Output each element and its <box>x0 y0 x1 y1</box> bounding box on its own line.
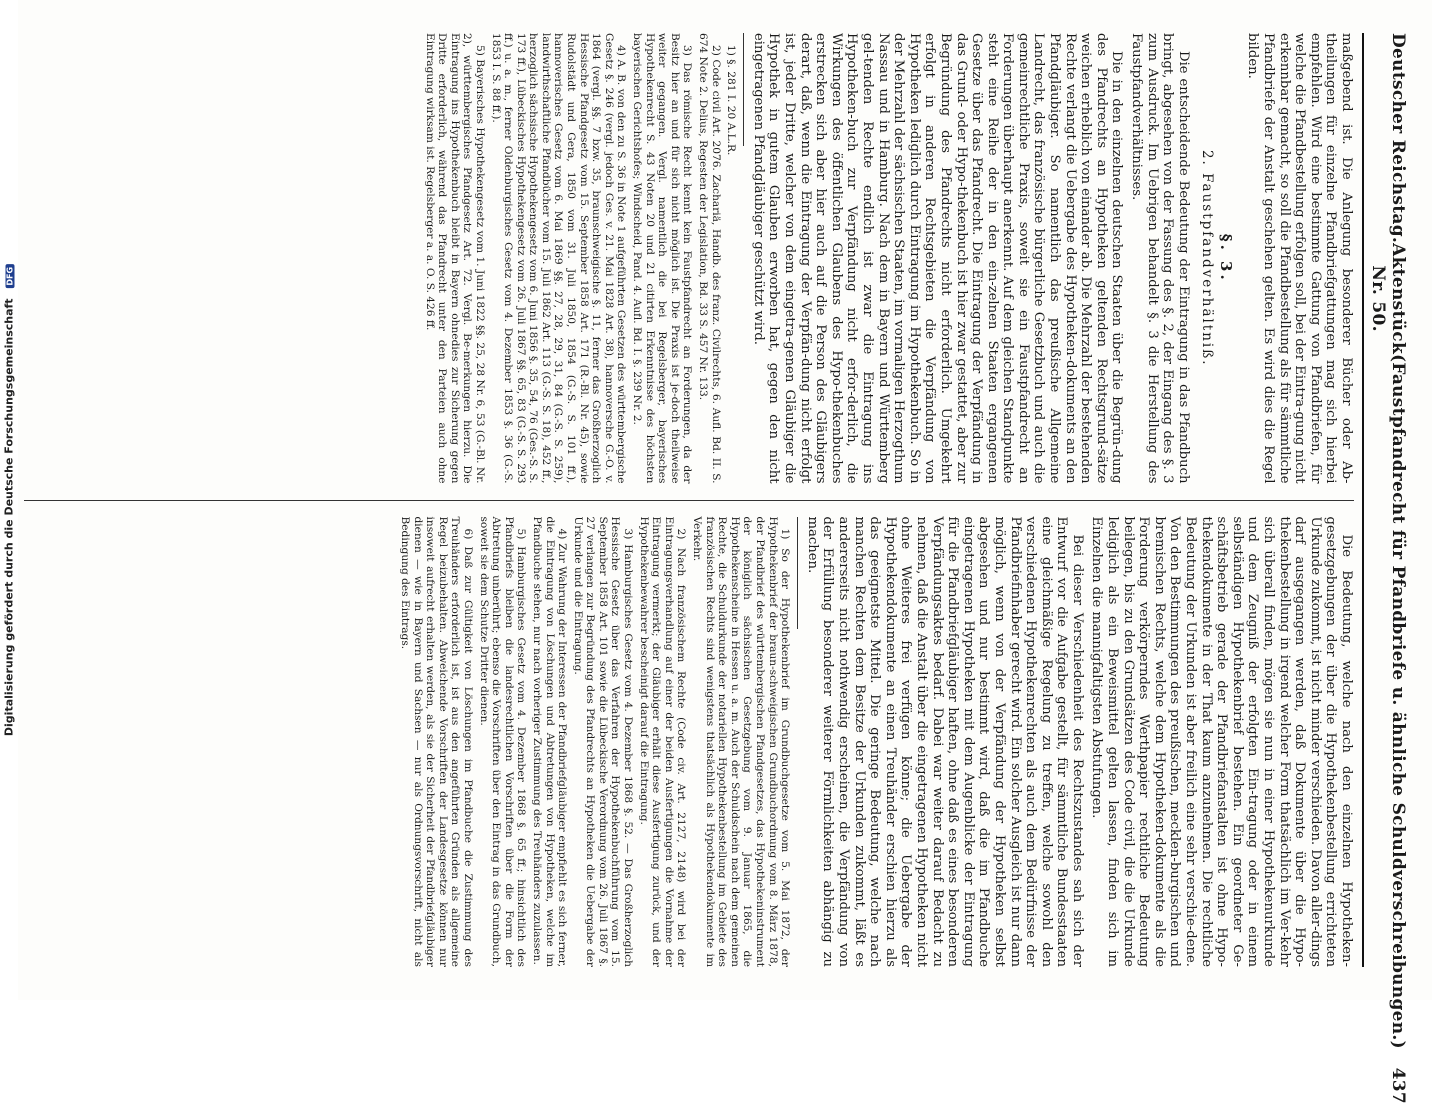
paragraph: Die entscheidende Bedeutung der Eintragung in das Pfandbuch bringt, abgesehen von der Fassung des §. 2, der Eingang des §. 3 zum Ausdruck. Im Uebrigen behandelt §. 3 die Herstellung des Faustpfandverhältnisses. <box>1129 33 1191 484</box>
paragraph: Die in den einzelnen deutschen Staaten über die Begrün-dung des Pfandrechts an Hypotheken geltenden Rechtsgrund-sätze weichen erheblich von einander ab. Die Mehrzahl der bestehenden Rechte verlangt die Uebergabe des Hypotheken-dokuments an den Pfandgläubiger. So namentlich das preußische Allgemeine Landrecht, das französische bürgerliche Gesetzbuch und auch die gemeinrechtliche Praxis, soweit sie ein Faustpfandrecht an Forderungen überhaupt anerkennt. Auf dem gleichen Standpunkte steht eine Reihe der in den ein-zelnen Staaten ergangenen Gesetze über das Pfandrecht. Die Eintragung der Verpfändung in das Grund- oder Hypo-thekenbuch ist hier zwar gestattet, aber zur Begründung des Pfandrechts nicht erforderlich. Umgekehrt erfolgt in anderen Rechtsgebieten die Verpfändung von Hypotheken lediglich durch Eintragung im Hypothekenbuch. So in der Mehrzahl der sächsischen Staaten, im vormaligen Herzogthum Nassau und in Hamburg. Nach dem in Bayern und Württemberg gel-tenden Rechte endlich ist zwar die Eintragung ins Hypotheken-buch zur Verpfändung nicht erfor-derlich, die Wirkungen des öffentlichen Glaubens des Hypo-thekenbuches erstrecken sich aber hier auch auf die Person des Gläubigers derart, daß, wenn die Eintragung der Verpfän-dung nicht erfolgt ist, jeder Dritte, welcher von dem eingetra-genen Gläubiger die Hypothek in gutem Glauben erworben hat, gegen den nicht eingetragenen Pfandgläubiger geschützt wird. <box>750 33 1125 484</box>
footnote: 3) Hamburgisches Gesetz vom 4. Dezember 1868 §. 52. — Das Großherzoglich Hessische Gesetz über das Verfahren der Hypothekenbuchführung vom 15. September 1858 Art. 101 sowie die Lübeckische Verordnung vom 26. Juli 1867 §. 27 verlangen zur Begründung des Pfandrechts an Hypotheken die Uebergabe der Urkunde und die Eintragung. <box>571 516 635 967</box>
rotated-document-page <box>30 5 1430 1104</box>
scan-frame <box>18 0 1432 1104</box>
paragraph: maßgebend ist. Die Anlegung besonderer Bücher oder Ab-theilungen für einzelne Pfandbriefgattungen mag sich hierbei empfehlen. Wird eine bestimmte Gattung von Pfandbriefen, für welche die Pfandbestellung erfolgen soll, bei der Eintra-gung nicht erkennbar gemacht, so soll die Pfandbestellung als für sämmtliche Pfandbriefe der Anstalt geschehen gelten. Es wird dies die Regel bilden. <box>1245 33 1354 484</box>
digitization-credit <box>0 0 18 1000</box>
footnote: 6) Daß zur Gültigkeit von Löschungen im Pfandbuche die Zustimmung des Treuhänders erforderlich ist, ist aus den angeführten Gründen als allgemeine Regel beizubehalten. Abweichende Vorschriften der Landesgesetze können nur insoweit aufrecht erhalten werden, als sie der Sicherheit der Pfandbriefgläubiger dienen — wie in Bayern und Sachsen — nur als Ordnungsvorschrift, nicht als Bedingung des Eintrags. <box>399 516 474 967</box>
page-number: 437 <box>1388 1067 1408 1104</box>
footnote-divider <box>743 33 744 146</box>
left-column <box>24 33 1354 484</box>
footnotes <box>423 33 737 484</box>
header-right <box>1388 354 1408 1104</box>
footnote: 4) Zur Wahrung der Interessen der Pfandbriefgläubiger empfiehlt es sich ferner, die Eintragung von Löschungen und Abtretungen von Hypotheken, welche im Pfandbuche stehen, nur nach vorheriger Zustimmung des Treuhänders zuzulassen. <box>530 516 569 967</box>
footnote: 2) Code civil Art. 2076. Zachariä, Handb. des franz. Civilrechts, 6. Aufl. Bd. II. S. 674 Note 2. Delius, Regesten der Legislation, Bd. 33 S. 457 Nr. 133. <box>697 33 722 484</box>
dfg-logo: DFG <box>6 264 15 289</box>
running-header <box>1362 33 1408 1104</box>
column-divider <box>24 500 1354 501</box>
footnote: 3) Das römische Recht kennt kein Faustpfandrecht an Forderungen, da der Besitz hier an und für sich nicht möglich ist. Die Praxis ist je-doch theilweise weiter gegangen. Vergl. namentlich die bei Regelsberger, bayerisches Hypothekenrecht S. 43 Noten 20 und 21 citirten Erkenntnisse des höchsten bayerischen Gerichtshofes; Windscheid, Pand. 4. Aufl. Bd. I. §. 239 Nr. 2. <box>631 33 694 484</box>
footnote: 1) So der Hypothekenbrief im Grundbuchgesetze vom 5. Mai 1872, der Hypothekenbrief der braun-schweigischen Grundbuchordnung vom 8. März 1878, der Pfandbrief des württembergischen Pfandgesetzes, das Hypothekeninstrument der königlich sächsischen Gesetzgebung vom 9. Januar 1865, die Hypothekenscheine in Hessen u. a. m. Auch der Schuldschein nach dem gemeinen Rechte, die Schuldurkunde der notariellen Hypothekenbestellung im Gebiete des französischen Rechts sind wenigstens thatsächlich als Hypothekendokumente im Verkehr. <box>691 516 792 967</box>
header-center: Aktenstück Nr. 50. <box>1368 243 1408 355</box>
section-number: §. 3. <box>1216 233 1235 283</box>
footnote: 5) Hamburgisches Gesetz vom 4. Dezember 1868 §. 65 ff.; hinsichtlich des Pfandbriefs bleiben die landesrechtlichen Vorschriften über die Form der Abtretung unberührt; ebenso die Vorschriften über den Eintrag in das Grundbuch, soweit sie dem Schutze Dritter dienen. <box>477 516 528 967</box>
two-column-body <box>24 33 1354 967</box>
right-column <box>24 517 1354 968</box>
footnote: 4) A. B. von den zu S. 36 in Note 1 aufgeführten Gesetzen des württembergische Gesetz §. 246 (vergl. jedoch Ges. v. 21. Mai 1828 Art. 38), hannoversche G.-O. v. 1864 (vergl. §§. 7 bzw. 35, braunschweigische §. 11, ferner das Großherzoglich Hessische Pfandgesetz vom 15. September 1858 Art. 171 (R.-Bl. Nr. 45), sowie Rudolstädt und Gera, 1850 vom 31. Juli 1850, 1854 (G.-S. S. 101 ff.), hannoverisches Gesetz vom 6. Mai 1869 §§. 27, 28, 29, 31, 84 (G.-S. S. 259), landwirthschaftliche Pfandbücher vom 15. Juli 1862 Art. 113 (G.-S. S. 18), 452 ff., herzoglich sächsische Hypothekengesetz vom 6. Juni 1856 §. 35, 54, 76 (Ges.-S. S. 173 ff.), Lübeckisches Hypothekengesetz vom 26. Juli 1867 §§. 65, 83 (G.-S. S. 293 ff.) u. a. m., ferner Oldenburgisches Gesetz vom 4. Dezember 1853 §. 36 (G.-S. 1853 I. S. 88 ff.). <box>489 33 628 484</box>
section-title: 2. Faustpfandverhältniß. <box>1198 149 1215 367</box>
footnotes <box>398 517 791 968</box>
credit-text: Digitalisierung gefördert durch die Deutsche Forschungsgemeinschaft <box>2 298 16 737</box>
paragraph: Die Bedeutung, welche nach den einzelnen Hypotheken-gesetzgebungen der über die Hypothekenbestellung errichteten Urkunde zukommt, ist nicht minder verschieden. Davon aller-dings darf ausgegangen werden, daß Dokumente über die Hypo-thekenbestellung in irgend welcher Form thatsächlich im Ver-kehr sich überall finden, mögen sie nun in einer Hypothekenurkunde und dem Zeugniß der erfolgten Ein-tragung oder in einem selbständigen Hypothekenbrief bestehen. Ein geordneter Ge-schäftsbetrieb gerade der Pfandbriefanstalten ist ohne Hypo-thekendokumente in der That kaum anzunehmen. Die rechtliche Bedeutung der Urkunden ist aber freilich eine sehr verschie-dene. Von den Bestimmungen des preußischen, mecklen-burgischen und bremischen Rechts, welche dem Hypotheken-dokumente als die Forderung verkörperndes Werthpapier rechtliche Bedeutung beilegen, bis zu den Grundsätzen des Code civil, die die Urkunde lediglich als ein Beweismittel gelten lassen, finden sich im Einzelnen die mannigfaltigsten Abstufungen. <box>1089 516 1354 967</box>
footnote: 5) Bayerisches Hypothekengesetz vom 1. Juni 1822 §§. 25, 28 Nr. 6, 53 (G.-Bl. Nr. 2), württembergisches Pfandgesetz Art. 72. Vergl. Be-merkungen hierzu. Die Eintragung ins Hypothekenbuch bleibt in Bayern ohnedies zur Sicherung gegen Dritte erforderlich, während das Pfandrecht unter den Parteien auch ohne Eintragung wirksam ist. Regelsberger a. a. O. S. 426 ff. <box>423 33 486 484</box>
footnote: 1) §. 281 I. 20 A.L.R. <box>725 45 738 156</box>
paragraph: Bei dieser Verschiedenheit des Rechtszustandes sah sich der Entwurf vor die Aufgabe gestellt, für sämmtliche Bundesstaaten eine gleichmäßige Regelung zu treffen, welche sowohl den verschiedenen Hypothekenrechten als auch dem Bedürfnisse der Pfandbriefinhaber gerecht wird. Ein solcher Ausgleich ist nur dann möglich, wenn von der Verpfändung der Hypotheken selbst abgesehen und nur bestimmt wird, daß die im Pfandbuche eingetragenen Hypotheken mit dem Augenblicke der Eintragung für die Pfandbriefgläubiger haften, ohne daß es eines besonderen Verpfändungsaktes bedarf. Dabei war weiter darauf Bedacht zu nehmen, daß die Anstalt über die eingetragenen Hypotheken nicht ohne Weiteres frei verfügen könne; die Uebergabe der Hypothekendokumente an einen Treuhänder erschien hierzu als das geeignetste Mittel. Die geringe Bedeutung, welche nach manchen Rechten dem Besitze der Urkunden zukommt, läßt es andererseits nicht nothwendig erscheinen, die Verpfändung von der Erfüllung besonderer weiterer Förmlichkeiten abhängig zu machen. <box>804 516 1085 967</box>
header-title: (Faustpfandrecht für Pfandbriefe u. ähnliche Schuldverschreibungen.) <box>1388 354 1408 1049</box>
footnote-divider <box>797 517 798 630</box>
header-left: Deutscher Reichstag. <box>1388 33 1408 244</box>
footnote: 2) Nach französischem Rechte (Code civ. Art. 2127, 2148) wird bei der Eintragungsverhandlung auf einer der beiden Ausfertigungen die Vornahme der Eintragung vermerkt; der Gläubiger erhält diese Ausfertigung zurück, und der Hypothekenbewahrer bescheinigt darauf die Eintragung. <box>637 516 688 967</box>
